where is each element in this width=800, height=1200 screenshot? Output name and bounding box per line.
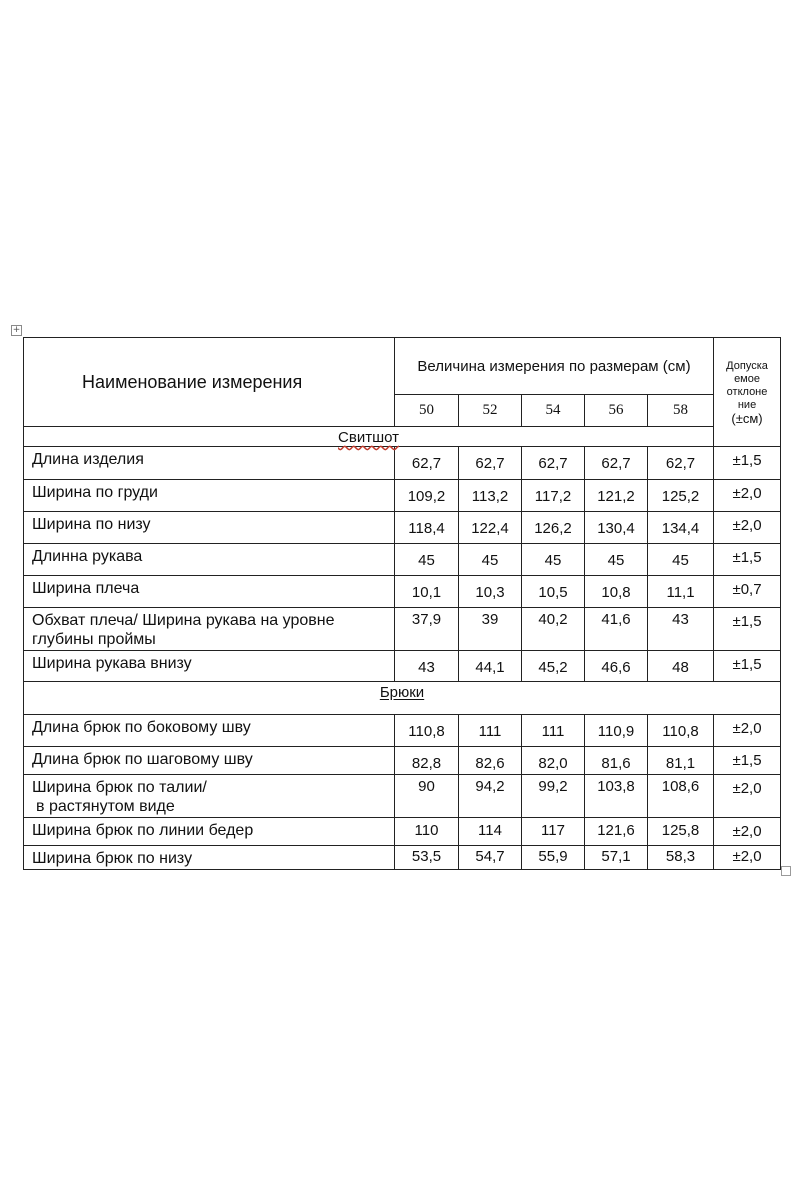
measurement-value-text: 81,1 — [665, 755, 696, 772]
measurement-value — [522, 447, 585, 480]
measurement-name — [24, 447, 395, 480]
measurement-name-text: Ширина брюк по талии/ — [32, 779, 207, 796]
measurement-value — [585, 818, 648, 846]
measurement-value — [395, 651, 459, 682]
measurement-value — [648, 818, 714, 846]
table-row — [24, 480, 781, 512]
measurement-value — [648, 747, 714, 775]
measurement-value-text: 121,6 — [597, 822, 635, 839]
measurement-name — [24, 544, 395, 576]
measurement-name — [24, 846, 395, 870]
measurement-value-text: 57,1 — [601, 848, 631, 865]
tolerance-value-text: ±2,0 — [732, 517, 762, 534]
measurement-value — [459, 480, 522, 512]
table-resize-handle[interactable] — [781, 866, 791, 876]
measurement-value — [585, 576, 648, 608]
measurement-value-text: 117,2 — [534, 488, 572, 505]
measurement-value-text: 45 — [544, 552, 562, 569]
measurement-name-text: Ширина брюк по линии бедер — [32, 822, 254, 839]
measurement-value-text: 58,3 — [665, 848, 696, 865]
tolerance-value — [714, 480, 781, 512]
measurement-value — [585, 715, 648, 747]
measurement-value — [522, 818, 585, 846]
measurement-value — [459, 608, 522, 651]
measurement-name-text: Ширина по груди — [32, 484, 158, 501]
tolerance-value-text: ±2,0 — [732, 485, 762, 502]
measurement-value — [459, 846, 522, 870]
tolerance-value-text: ±1,5 — [732, 549, 762, 566]
measurement-value — [395, 818, 459, 846]
measurement-value-text: 45 — [481, 552, 499, 569]
measurement-name — [24, 576, 395, 608]
measurement-value — [395, 608, 459, 651]
measurement-value-text: 113,2 — [471, 488, 509, 505]
measurement-value — [522, 775, 585, 818]
table-row — [24, 715, 781, 747]
measurement-name — [24, 775, 395, 818]
measurement-value — [585, 480, 648, 512]
measurement-value — [585, 608, 648, 651]
tolerance-value — [714, 651, 781, 682]
section-title-cell — [24, 682, 781, 715]
measurement-name-text: Ширина плеча — [32, 580, 140, 597]
measurement-value — [395, 775, 459, 818]
measurement-name — [24, 512, 395, 544]
tolerance-value — [714, 447, 781, 480]
size-54: 54 — [522, 395, 585, 427]
measurement-value — [648, 544, 714, 576]
measurement-value-text: 55,9 — [538, 848, 568, 865]
measurement-value — [522, 544, 585, 576]
size-56: 56 — [585, 395, 648, 427]
measurement-name-text-line2: в растянутом виде — [36, 798, 175, 815]
tolerance-value-text: ±2,0 — [732, 720, 762, 737]
section-title-cell — [24, 427, 714, 447]
measurement-name-text: Ширина по низу — [32, 516, 151, 533]
measurement-name-text: Длинна рукава — [32, 548, 143, 565]
measurement-value-text: 62,7 — [601, 455, 631, 472]
measurement-value-text: 48 — [672, 659, 689, 676]
table-row — [24, 447, 781, 480]
size-group-header: Величина измерения по размерам (см) — [395, 338, 714, 395]
measurement-value — [522, 846, 585, 870]
measurement-value-text: 62,7 — [665, 455, 696, 472]
tolerance-header-line: отклоне — [726, 385, 768, 398]
measurement-value-text: 134,4 — [661, 520, 700, 537]
measurement-value — [459, 715, 522, 747]
measurement-value — [585, 775, 648, 818]
section-header-row — [24, 682, 781, 715]
measurement-value — [459, 447, 522, 480]
measurement-value-text: 62,7 — [475, 455, 505, 472]
table-row — [24, 544, 781, 576]
tolerance-value — [714, 512, 781, 544]
size-58: 58 — [648, 395, 714, 427]
measurement-value-text: 122,4 — [471, 520, 509, 537]
measurement-value — [585, 747, 648, 775]
measurement-value-text: 94,2 — [475, 778, 505, 795]
table-row — [24, 512, 781, 544]
tolerance-value — [714, 576, 781, 608]
table-move-handle-icon[interactable]: + — [12, 325, 21, 335]
measurement-value-text: 43 — [418, 659, 435, 676]
measurement-name — [24, 818, 395, 846]
measurement-value — [648, 447, 714, 480]
tolerance-value — [714, 608, 781, 651]
measurement-value-text: 126,2 — [534, 520, 572, 537]
measurement-name-text: Длина изделия — [32, 451, 144, 468]
tolerance-header-line: ние — [737, 398, 757, 411]
measurement-value-text: 10,8 — [601, 584, 631, 601]
table-row — [24, 747, 781, 775]
tolerance-unit: (±см) — [731, 410, 763, 426]
measurement-value — [459, 651, 522, 682]
measurement-value-text: 82,8 — [411, 755, 442, 772]
measurement-value-text: 125,8 — [661, 822, 700, 839]
section-title: Свитшот — [338, 429, 399, 446]
tolerance-value-text: ±1,5 — [732, 656, 762, 673]
measurement-value-text: 130,4 — [597, 520, 635, 537]
measurement-value-text: 53,5 — [411, 848, 442, 865]
measurement-value — [459, 576, 522, 608]
section-header-row — [24, 427, 781, 447]
measurement-value-text: 10,5 — [538, 584, 568, 601]
table-row — [24, 775, 781, 818]
measurement-name-text: Ширина брюк по низу — [32, 850, 193, 867]
measurement-value — [395, 846, 459, 870]
tolerance-value-text: ±2,0 — [732, 848, 762, 865]
measurement-value-text: 121,2 — [597, 488, 635, 505]
tolerance-value — [714, 747, 781, 775]
measurement-value — [522, 608, 585, 651]
measurement-name-text: Длина брюк по боковому шву — [32, 719, 251, 736]
measurement-value — [522, 576, 585, 608]
measurement-value — [522, 480, 585, 512]
measurement-value-text: 43 — [672, 611, 689, 628]
measurement-value-text: 118,4 — [408, 520, 445, 537]
measurement-value — [585, 447, 648, 480]
measurement-value-text: 110 — [414, 822, 439, 839]
measurement-value — [585, 651, 648, 682]
measurement-value — [648, 512, 714, 544]
tolerance-value — [714, 846, 781, 870]
measurement-value-text: 117 — [541, 822, 565, 839]
tolerance-value-text: ±2,0 — [732, 780, 762, 797]
measurement-value — [395, 480, 459, 512]
measurement-name — [24, 651, 395, 682]
measurement-value-text: 45 — [672, 552, 689, 569]
table-row — [24, 576, 781, 608]
table-row — [24, 651, 781, 682]
measurement-value-text: 108,6 — [661, 778, 700, 795]
measurement-value — [648, 651, 714, 682]
measurement-value-text: 90 — [418, 778, 435, 795]
measurement-value — [648, 846, 714, 870]
measurement-value-text: 44,1 — [475, 659, 505, 676]
measurement-name-text: Длина брюк по шаговому шву — [32, 751, 253, 768]
measurement-value-text: 82,6 — [475, 755, 505, 772]
tolerance-value-text: ±1,5 — [732, 452, 762, 469]
measurement-name — [24, 480, 395, 512]
tolerance-value — [714, 818, 781, 846]
measurement-value — [459, 747, 522, 775]
measurement-value-text: 45,2 — [538, 659, 568, 676]
measurement-name-text: Ширина рукава внизу — [32, 655, 192, 672]
tolerance-value — [714, 775, 781, 818]
measurement-value-text: 109,2 — [407, 488, 446, 505]
section-title: Брюки — [379, 684, 425, 701]
measurement-value — [395, 544, 459, 576]
tolerance-value — [714, 544, 781, 576]
measurement-value-text: 81,6 — [601, 755, 631, 772]
table-row — [24, 818, 781, 846]
measurement-value-text: 10,1 — [411, 584, 442, 601]
tolerance-value-text: ±0,7 — [732, 581, 762, 598]
measurement-value — [395, 512, 459, 544]
measurement-value-text: 82,0 — [538, 755, 568, 772]
measurement-value — [585, 512, 648, 544]
size-chart-table — [23, 337, 781, 870]
measurement-value — [395, 447, 459, 480]
tolerance-header-line: Допуска — [726, 359, 768, 372]
measurement-value — [522, 651, 585, 682]
tolerance-header-line: емое — [734, 372, 760, 385]
tolerance-header — [714, 338, 781, 447]
measurement-value — [395, 747, 459, 775]
measurement-value — [459, 544, 522, 576]
tolerance-value-text: ±1,5 — [732, 752, 762, 769]
measurement-value — [459, 512, 522, 544]
measurement-value — [459, 775, 522, 818]
measurement-value-text: 40,2 — [538, 611, 568, 628]
measurement-value-text: 39 — [481, 611, 499, 628]
measurement-value — [585, 544, 648, 576]
measurement-value-text: 111 — [478, 723, 502, 740]
measurement-value-text: 37,9 — [411, 611, 442, 628]
measurement-name-text: Обхват плеча/ Ширина рукава на уровне глубины проймы — [32, 612, 335, 648]
measurement-value-text: 45 — [607, 552, 625, 569]
size-50: 50 — [395, 395, 459, 427]
measurement-value — [522, 512, 585, 544]
tolerance-value — [714, 715, 781, 747]
measurement-value — [648, 480, 714, 512]
measurement-value — [648, 608, 714, 651]
measurement-name — [24, 715, 395, 747]
measurement-value — [648, 576, 714, 608]
measurement-value-text: 114 — [478, 822, 502, 839]
measurement-value — [522, 747, 585, 775]
size-52: 52 — [459, 395, 522, 427]
measurement-value-text: 46,6 — [601, 659, 631, 676]
table-row — [24, 846, 781, 870]
measurement-value — [459, 818, 522, 846]
tolerance-value-text: ±2,0 — [732, 823, 762, 840]
header-row — [24, 338, 781, 395]
measurement-value-text: 110,8 — [408, 723, 445, 740]
measurement-value-text: 45 — [418, 552, 435, 569]
measurement-value-text: 99,2 — [538, 778, 568, 795]
measurement-value-text: 125,2 — [661, 488, 700, 505]
measurement-name — [24, 608, 395, 651]
measurement-value-text: 62,7 — [538, 455, 568, 472]
measurement-value-text: 111 — [541, 723, 565, 740]
tolerance-value-text: ±1,5 — [732, 613, 762, 630]
measurement-value — [395, 576, 459, 608]
table-row — [24, 608, 781, 651]
measurement-value-text: 41,6 — [601, 611, 631, 628]
measurement-value — [522, 715, 585, 747]
measurement-value — [395, 715, 459, 747]
measurement-value-text: 62,7 — [411, 455, 442, 472]
measurement-value-text: 103,8 — [597, 778, 635, 795]
measurement-value-text: 54,7 — [475, 848, 505, 865]
measurement-value-text: 10,3 — [475, 584, 505, 601]
measurement-value-text: 11,1 — [666, 584, 695, 601]
measurement-value — [648, 775, 714, 818]
measurement-value-text: 110,8 — [662, 723, 699, 740]
name-column-header: Наименование измерения — [24, 338, 395, 427]
measurement-value — [648, 715, 714, 747]
measurement-value — [585, 846, 648, 870]
measurement-name — [24, 747, 395, 775]
measurement-value-text: 110,9 — [597, 723, 635, 740]
